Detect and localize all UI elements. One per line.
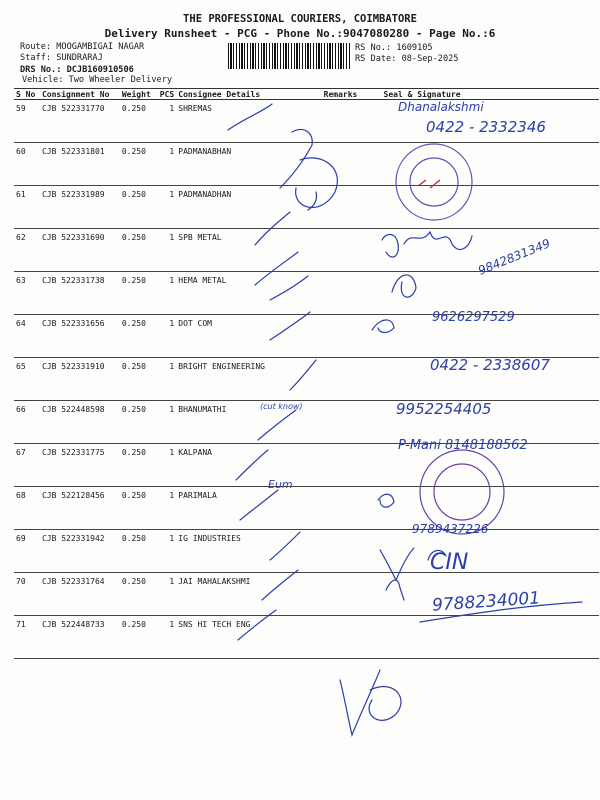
- row-consignee: BRIGHT ENGINEERING: [176, 358, 321, 401]
- row-sno: 59: [14, 100, 40, 143]
- row-consignee: PADMANABHAN: [176, 143, 321, 186]
- row-pcs: 1: [158, 186, 176, 229]
- row-remarks: [322, 100, 370, 143]
- row-pcs: 1: [158, 444, 176, 487]
- row-pcs: 1: [158, 487, 176, 530]
- row-pcs: 1: [158, 229, 176, 272]
- hw-phone-64: 9626297529: [432, 310, 515, 325]
- row-pcs: 1: [158, 143, 176, 186]
- row-signature: [370, 616, 600, 659]
- row-remarks: [322, 573, 370, 616]
- hw-phone-66: 9952254405: [396, 400, 492, 418]
- row-weight: 0.250: [120, 272, 158, 315]
- row-sno: 63: [14, 272, 40, 315]
- row-sno: 68: [14, 487, 40, 530]
- row-pcs: 1: [158, 100, 176, 143]
- row-weight: 0.250: [120, 186, 158, 229]
- row-consignment: CJB 522448733: [40, 616, 120, 659]
- row-sno: 70: [14, 573, 40, 616]
- table-row: [14, 272, 599, 315]
- vehicle-label: Vehicle: Two Wheeler Delivery: [22, 75, 173, 85]
- row-consignment: CJB 522331770: [40, 100, 120, 143]
- row-pcs: 1: [158, 401, 176, 444]
- company-title: THE PROFESSIONAL COURIERS, COIMBATORE: [183, 13, 417, 25]
- row-weight: 0.250: [120, 143, 158, 186]
- row-weight: 0.250: [120, 573, 158, 616]
- table-row: [14, 616, 599, 659]
- row-sno: 64: [14, 315, 40, 358]
- route-label: Route: MOOGAMBIGAI NAGAR: [20, 42, 145, 52]
- row-signature: [370, 272, 600, 315]
- row-pcs: 1: [158, 616, 176, 659]
- row-weight: 0.250: [120, 401, 158, 444]
- row-consignment: CJB 522331989: [40, 186, 120, 229]
- row-sno: 66: [14, 401, 40, 444]
- row-remarks: [322, 229, 370, 272]
- runsheet-subtitle: Delivery Runsheet - PCG - Phone No.:9047080280 - Page No.:6: [104, 27, 496, 40]
- col-pcs: PCS: [159, 89, 175, 99]
- col-weight: Weight: [120, 89, 158, 100]
- row-remarks: [322, 444, 370, 487]
- row-remarks: [322, 315, 370, 358]
- row-pcs: 1: [158, 358, 176, 401]
- row-signature: [370, 186, 600, 229]
- row-weight: 0.250: [120, 616, 158, 659]
- row-weight: 0.250: [120, 530, 158, 573]
- row-consignment: CJB 522331910: [40, 358, 120, 401]
- row-consignee: SNS HI TECH ENG: [176, 616, 321, 659]
- table-row: [14, 186, 599, 229]
- row-pcs: 1: [158, 315, 176, 358]
- row-weight: 0.250: [120, 444, 158, 487]
- row-weight: 0.250: [120, 358, 158, 401]
- row-remarks: [322, 401, 370, 444]
- row-consignment: CJB 522331738: [40, 272, 120, 315]
- table-row: [14, 487, 599, 530]
- row-sno: 65: [14, 358, 40, 401]
- row-remarks: [322, 530, 370, 573]
- row-consignee: JAI MAHALAKSHMI: [176, 573, 321, 616]
- row-consignee: SPB METAL: [176, 229, 321, 272]
- hw-phone-69: 9789437226: [412, 522, 489, 536]
- row-remarks: [322, 358, 370, 401]
- row-consignee: SHREMAS: [176, 100, 321, 143]
- row-remarks: [322, 143, 370, 186]
- table-row: [14, 143, 599, 186]
- staff-label: Staff: SUNDRARAJ: [20, 53, 103, 63]
- row-consignment: CJB 522448598: [40, 401, 120, 444]
- row-weight: 0.250: [120, 487, 158, 530]
- hw-phone-59: 0422 - 2332346: [426, 118, 546, 136]
- hw-phone-65: 0422 - 2338607: [430, 356, 550, 374]
- row-consignment: CJB 522331801: [40, 143, 120, 186]
- row-remarks: [322, 487, 370, 530]
- row-pcs: 1: [158, 573, 176, 616]
- rs-number: RS No.: 1609105: [355, 43, 433, 53]
- hw-note-66: (cut know): [260, 402, 303, 411]
- row-weight: 0.250: [120, 100, 158, 143]
- drs-number: DRS No.: DCJB160910506: [20, 65, 134, 75]
- row-consignee: BHANUMATHI: [176, 401, 321, 444]
- row-weight: 0.250: [120, 315, 158, 358]
- row-signature: [370, 143, 600, 186]
- row-weight: 0.250: [120, 229, 158, 272]
- row-pcs: 1: [158, 530, 176, 573]
- col-consignment: Consignment No: [40, 89, 120, 100]
- row-consignment: CJB 522331764: [40, 573, 120, 616]
- row-remarks: [322, 272, 370, 315]
- hw-phone-67: P-Mani 8148188562: [398, 438, 528, 453]
- row-remarks: [322, 186, 370, 229]
- hw-sig-70: CIN: [430, 550, 469, 575]
- row-consignee: HEMA METAL: [176, 272, 321, 315]
- row-pcs: 1: [158, 272, 176, 315]
- rs-date: RS Date: 08-Sep-2025: [355, 54, 459, 64]
- row-consignment: CJB 522331942: [40, 530, 120, 573]
- row-consignment: CJB 522331775: [40, 444, 120, 487]
- row-consignment: CJB 522331690: [40, 229, 120, 272]
- col-sno: S No: [14, 89, 40, 100]
- row-consignment: CJB 522128456: [40, 487, 120, 530]
- row-sno: 62: [14, 229, 40, 272]
- row-consignee: PADMANADHAN: [176, 186, 321, 229]
- barcode: [228, 43, 350, 69]
- row-consignee: DOT COM: [176, 315, 321, 358]
- hw-phone-71: 9788234001: [431, 588, 541, 616]
- row-sno: 67: [14, 444, 40, 487]
- col-consignee: Consignee Details: [176, 89, 321, 100]
- row-sno: 71: [14, 616, 40, 659]
- table-row: [14, 530, 599, 573]
- hw-phone-62: 9842831349: [476, 236, 553, 278]
- row-consignee: PARIMALA: [176, 487, 321, 530]
- col-signature: Seal & Signature: [370, 89, 600, 100]
- row-remarks: [322, 616, 370, 659]
- row-consignee: KALPANA: [176, 444, 321, 487]
- row-sno: 69: [14, 530, 40, 573]
- row-consignment: CJB 522331656: [40, 315, 120, 358]
- row-consignee: IG INDUSTRIES: [176, 530, 321, 573]
- row-sno: 60: [14, 143, 40, 186]
- row-sno: 61: [14, 186, 40, 229]
- table-header-row: [14, 89, 599, 100]
- hw-note-68: Eum: [268, 478, 293, 491]
- col-remarks: Remarks: [322, 89, 370, 100]
